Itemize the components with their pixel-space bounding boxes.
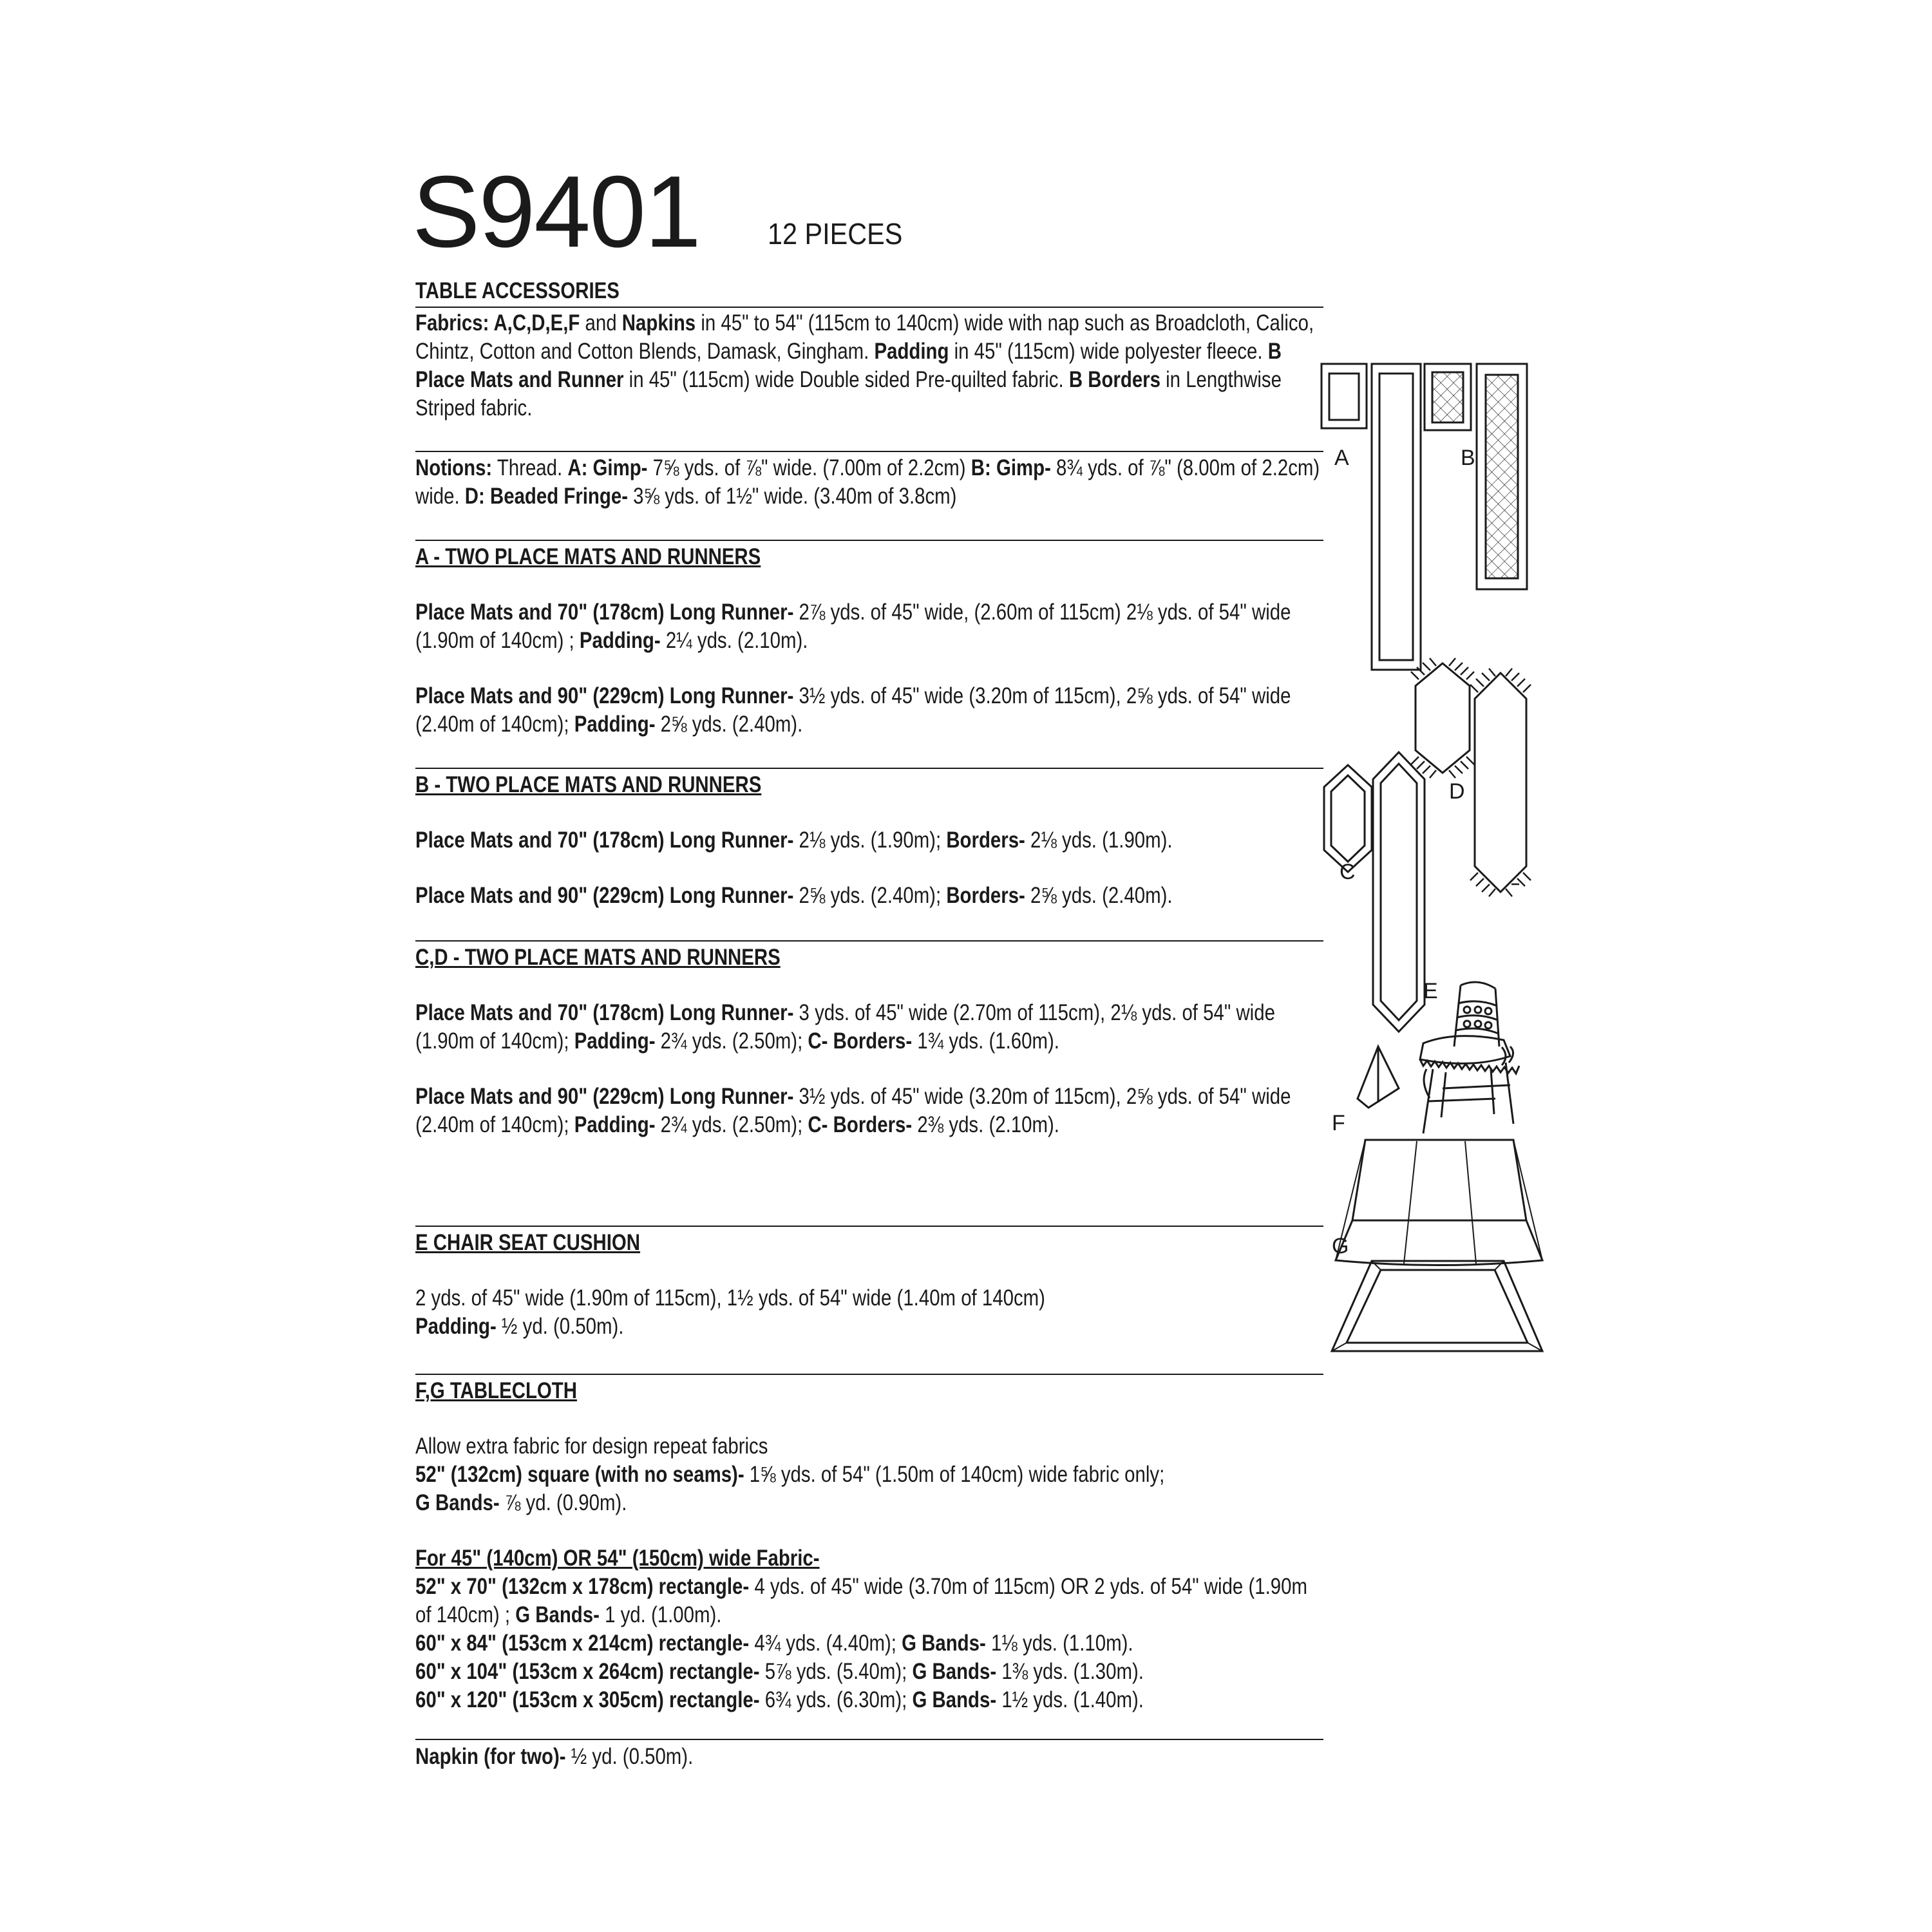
view-f-tablecloth [1336,1140,1542,1265]
napkin-illustration [1358,1046,1399,1108]
section-e-heading: E CHAIR SEAT CUSHION [415,1230,641,1255]
section-cd: C,D - TWO PLACE MATS AND RUNNERS Place Mats and 70" (178cm) Long Runner- 3 yds. of 45" wide (2.70m of 115cm), 2⅛ yds. of 54" wide (1.90m of 140cm); Padding- 2¾ yds. (2.50m); C- Borders- 1¾ yds. (1.60m). Place Mats and 90" (229cm) Long Runner- 3½ yds. of 45" wide (3.20m of 115cm), 2⅝ yds. of 54" wide (2.40m of 140cm); Padding- 2¾ yds. (2.50m); C- Borders- 2⅜ yds. (2.10m). [415,945,1291,1137]
view-label-b: B [1461,446,1475,470]
section-fg-heading: F,G TABLECLOTH [415,1378,577,1403]
view-g-tablecloth [1332,1261,1542,1351]
view-e-chair [1420,982,1519,1133]
view-b-runner [1477,364,1527,589]
view-label-c: C [1340,860,1356,884]
view-d-runner [1470,668,1531,896]
view-label-e: E [1423,979,1438,1003]
view-a-placemat [1321,364,1367,428]
view-label-f: F [1332,1111,1345,1135]
section-title: TABLE ACCESSORIES [415,278,620,303]
section-a: A - TWO PLACE MATS AND RUNNERS Place Mats and 70" (178cm) Long Runner- 2⅞ yds. of 45" wide, (2.60m of 115cm) 2⅛ yds. of 54" wide (1.90m of 140cm) ; Padding- 2¼ yds. (2.10m). Place Mats and 90" (229cm) Long Runner- 3½ yds. of 45" wide (3.20m of 115cm), 2⅝ yds. of 54" wide (2.40m of 140cm); Padding- 2⅝ yds. (2.40m). [415,544,1291,737]
view-a-runner [1372,364,1421,670]
view-label-d: D [1449,779,1465,804]
section-b: B - TWO PLACE MATS AND RUNNERS Place Mats and 70" (178cm) Long Runner- 2⅛ yds. (1.90m); Borders- 2⅛ yds. (1.90m). Place Mats and 90" (229cm) Long Runner- 2⅝ yds. (2.40m); Borders- 2⅝ yds. (2.40m). [415,772,1173,908]
section-e: E CHAIR SEAT CUSHION 2 yds. of 45" wide (1.90m of 115cm), 1½ yds. of 54" wide (1.40m of 140cm) Padding- ½ yd. (0.50m). [415,1230,1045,1339]
section-b-heading: B - TWO PLACE MATS AND RUNNERS [415,772,762,797]
section-cd-heading: C,D - TWO PLACE MATS AND RUNNERS [415,945,781,970]
section-fg: F,G TABLECLOTH Allow extra fabric for design repeat fabrics 52" (132cm) square (with no seams)- 1⅝ yds. of 54" (1.50m of 140cm) wide fabric only; G Bands- ⅞ yd. (0.90m). For 45" (140cm) OR 54" (150cm) wide Fabric- 52" x 70" (132cm x 178cm) rectangle- 4 yds. of 45" wide (3.70m of 115cm) OR 2 yds. of 54" wide (1.90m of 140cm) ; G Bands- 1 yd. (1.00m). 60" x 84" (153cm x 214cm) rectangle- 4¾ yds. (4.40m); G Bands- 1⅛ yds. (1.10m). 60" x 104" (153cm x 264cm) rectangle- 5⅞ yds. (5.40m); G Bands- 1⅜ yds. (1.30m). 60" x 120" (153cm x 305cm) rectangle- 6¾ yds. (6.30m); G Bands- 1½ yds. (1.40m). [415,1378,1307,1712]
view-c-runner [1373,752,1425,1032]
notions-block: Notions: Thread. A: Gimp- 7⅝ yds. of ⅞" wide. (7.00m of 2.2cm) B: Gimp- 8¾ yds. of ⅞" (8.00m of 2.2cm) wide. D: Beaded Fringe- 3⅝ yds. of 1½" wide. (3.40m of 3.8cm) [415,455,1320,509]
pieces-count: 12 PIECES [768,217,903,251]
view-b-placemat [1425,364,1471,430]
section-a-heading: A - TWO PLACE MATS AND RUNNERS [415,544,761,569]
fabrics-block: Fabrics: A,C,D,E,F and Napkins in 45" to 54" (115cm to 140cm) wide with nap such as Broadcloth, Calico, Chintz, Cotton and Cotton Blends, Damask, Gingham. Padding in 45" (115cm) wide polyester fleece. B Place Mats and Runner in 45" (115cm) wide Double sided Pre-quilted fabric. B Borders in Lengthwise Striped fabric. [415,310,1314,421]
view-c-placemat [1324,765,1372,872]
pattern-number: S9401 [412,155,700,269]
napkin-block: Napkin (for two)- ½ yd. (0.50m). [415,1744,694,1769]
view-d-placemat [1411,658,1474,778]
view-label-a: A [1334,446,1349,470]
view-label-g: G [1332,1234,1349,1258]
